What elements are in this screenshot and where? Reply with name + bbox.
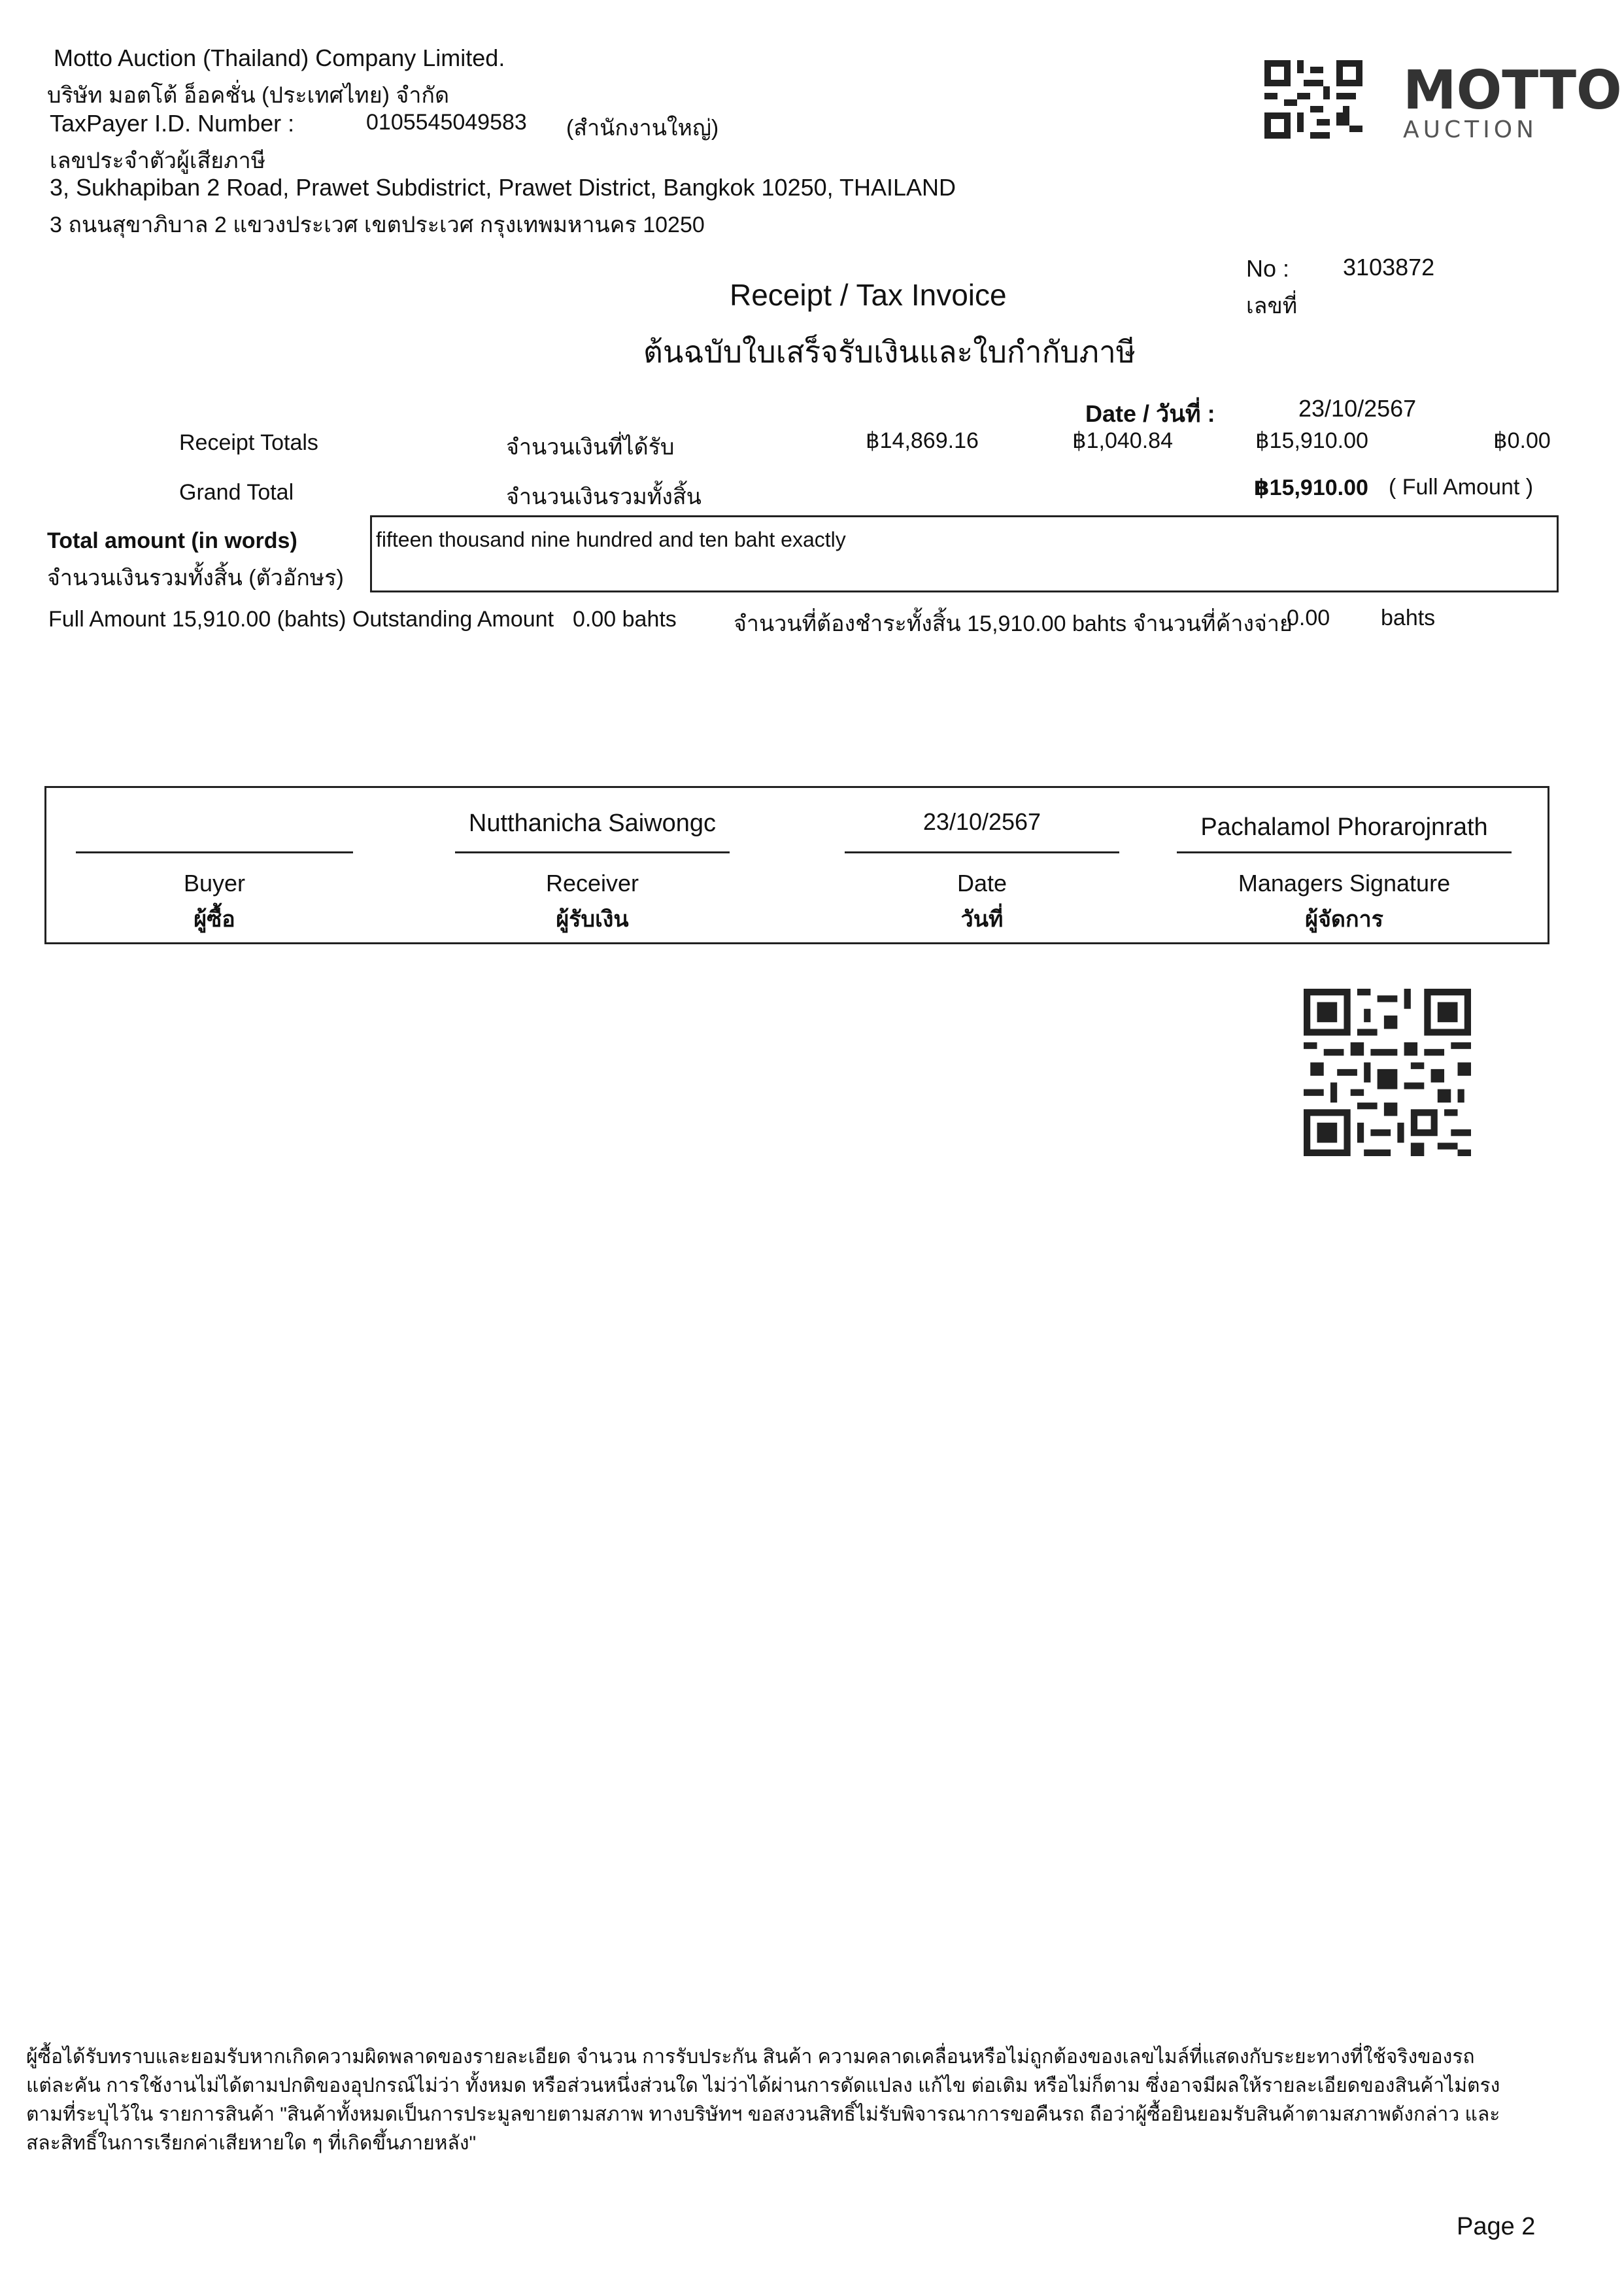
signature-date-value: 23/10/2567 (922, 808, 1041, 835)
grand-total-value: ฿15,910.00 (1254, 475, 1368, 500)
receiver-label: Receiver (545, 870, 639, 897)
manager-name: Pachalamol Phorarojnrath (1200, 813, 1488, 841)
signature-date-label-th: วันที่ (960, 907, 1004, 932)
buyer-label-th: ผู้ซื้อ (194, 907, 235, 932)
manager-label: Managers Signature (1238, 870, 1451, 897)
taxpayer-label-th: เลขประจำตัวผู้เสียภาษี (50, 148, 266, 173)
receipt-totals-label-th: จำนวนเงินที่ได้รับ (506, 435, 675, 460)
receipt-totals-label: Receipt Totals (179, 430, 318, 455)
company-name-en: Motto Auction (Thailand) Company Limited. (54, 44, 505, 71)
qr-code-icon (1264, 59, 1362, 140)
date-label: Date / วันที่ : (1085, 400, 1215, 427)
receiver-signature-line (455, 851, 730, 853)
receiver-label-th: ผู้รับเงิน (556, 907, 629, 932)
buyer-label: Buyer (183, 870, 246, 897)
auction-logo-text: AUCTION (1403, 116, 1538, 143)
receiver-name: Nutthanicha Saiwongc (468, 810, 717, 837)
amount-3: ฿15,910.00 (1255, 428, 1368, 453)
date-signature-line (845, 851, 1119, 853)
summary-outstanding: 0.00 bahts (573, 607, 677, 632)
summary-th-value: 0.00 (1287, 606, 1330, 630)
manager-signature-line (1177, 851, 1512, 853)
address-th: 3 ถนนสุขาภิบาล 2 แขวงประเวศ เขตประเวศ กรุงเทพมหานคร 10250 (50, 213, 705, 237)
doc-no-value: 3103872 (1343, 254, 1435, 281)
doc-no-label-th: เลขที่ (1246, 294, 1298, 318)
words-value: fifteen thousand nine hundred and ten baht exactly (376, 528, 846, 551)
summary-th-unit: bahts (1381, 606, 1436, 630)
amount-2: ฿1,040.84 (1072, 428, 1173, 453)
doc-no-label: No : (1246, 255, 1290, 282)
summary-en: Full Amount 15,910.00 (bahts) Outstanding Amount (48, 607, 554, 632)
summary-th: จำนวนที่ต้องชำระทั้งสิ้น 15,910.00 bahts จำนวนที่ค้างจ่าย (734, 611, 1293, 636)
office-th: (สำนักงานใหญ่) (566, 116, 719, 141)
doc-title-th: ต้นฉบับใบเสร็จรับเงินและใบกำกับภาษี (643, 335, 1136, 369)
taxpayer-id: 0105545049583 (366, 110, 527, 135)
grand-total-label-th: จำนวนเงินรวมทั้งสิ้น (506, 485, 702, 509)
words-label-th: จำนวนเงินรวมทั้งสิ้น (ตัวอักษร) (47, 566, 344, 590)
manager-label-th: ผู้จัดการ (1305, 907, 1383, 932)
amount-4: ฿0.00 (1493, 428, 1551, 453)
grand-total-note: ( Full Amount ) (1389, 475, 1534, 500)
signature-date-label: Date (956, 870, 1007, 897)
amount-1: ฿14,869.16 (866, 428, 979, 453)
grand-total-label: Grand Total (179, 480, 294, 505)
disclaimer-text: ผู้ซื้อได้รับทราบและยอมรับหากเกิดความผิดพลาดของรายละเอียด จำนวน การรับประกัน สินค้า ความคลาดเคลื่อนหรือไม่ถูกต้องของเลขไมล์ที่แสดงกับระยะทางที่ใช้จริงของรถแต่ละคัน การใช้งานไม่ได้ตามปกติของอุปกรณ์ไม่ว่า ทั้งหมด หรือส่วนหนึ่งส่วนใด ไม่ว่าได้ผ่านการดัดแปลง แก้ไข ต่อเติม หรือไม่ก็ตาม ซึ่งอาจมีผลให้รายละเอียดของสินค้าไม่ตรงตามที่ระบุไว้ใน รายการสินค้า "สินค้าทั้งหมดเป็นการประมูลขายตามสภาพ ทางบริษัทฯ ขอสงวนสิทธิ์ไม่รับพิจารณาการขอคืนรถ ถือว่าผู้ซื้อยินยอมรับสินค้าตามสภาพดังกล่าว และสละสิทธิ์ในการเรียกค่าเสียหายใด ๆ ที่เกิดขึ้นภายหลัง" (26, 2046, 1500, 2154)
words-box (370, 515, 1559, 592)
date-value: 23/10/2567 (1298, 395, 1417, 422)
buyer-signature-line (76, 851, 353, 853)
doc-title-en: Receipt / Tax Invoice (730, 278, 1007, 312)
qr-code-icon (1304, 989, 1471, 1156)
address-en: 3, Sukhapiban 2 Road, Prawet Subdistrict, Prawet District, Bangkok 10250, THAILAND (50, 174, 956, 201)
motto-logo: MOTTO (1403, 60, 1622, 122)
company-name-th: บริษัท มอตโต้ อ็อคชั่น (ประเทศไทย) จำกัด (47, 83, 450, 108)
page-number: Page 2 (1457, 2213, 1536, 2240)
taxpayer-label: TaxPayer I.D. Number : (50, 110, 295, 137)
words-label: Total amount (in words) (47, 528, 297, 553)
